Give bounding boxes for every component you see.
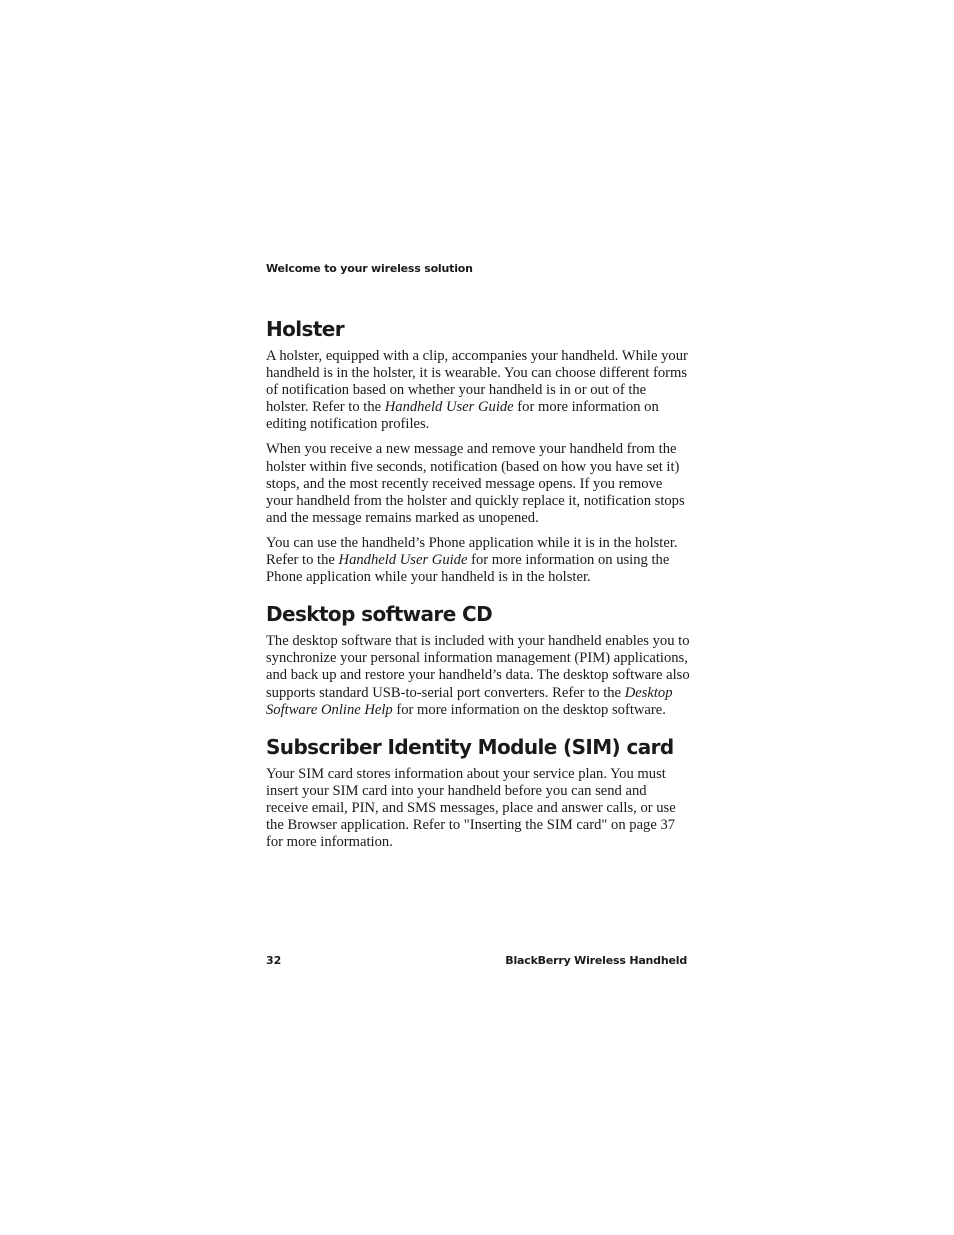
paragraph: When you receive a new message and remove your handheld from the holster within five seconds, notification (based on how you have set it) stops, and the most recently received message opens. If you remove your handheld from the holster and quickly replace it, notification stops and the message remains marked as unopened. bbox=[266, 441, 685, 526]
book-reference: Handheld User Guide bbox=[384, 399, 514, 416]
page-number: 32 bbox=[266, 954, 282, 967]
running-header: Welcome to your wireless solution bbox=[266, 262, 473, 275]
book-reference: Handheld User Guide bbox=[338, 552, 468, 569]
paragraph: Your SIM card stores information about your service plan. You must insert your SIM card into your handheld before you can send and receive email, PIN, and SMS messages, place and answer calls, or use the Browser application. Refer to "Inserting the SIM card" on page 37 for more information. bbox=[266, 765, 676, 851]
section-holster bbox=[266, 316, 691, 586]
page-content bbox=[266, 316, 691, 859]
paragraph: A holster, equipped with a clip, accompanies your handheld. While your handheld is in the holster, it is wearable. You can choose different forms of notification based on whether your handheld is in or out of the holster. Refer to the Handheld User Guide for more information on editing notification profiles. bbox=[266, 348, 688, 433]
section-heading-sim-card: Subscriber Identity Module (SIM) card bbox=[266, 734, 674, 759]
book-reference: Desktop Software Online Help bbox=[266, 684, 673, 718]
paragraph: The desktop software that is included with your handheld enables you to synchronize your personal information management (PIM) applications, and back up and restore your handheld’s data. The desktop software also supports standard USB-to-serial port converters. Refer to the Desktop Software Online Help for more information on the desktop software. bbox=[266, 633, 690, 718]
section-heading-desktop-software-cd: Desktop software CD bbox=[266, 602, 493, 627]
footer-book-title: BlackBerry Wireless Handheld bbox=[505, 954, 687, 967]
section-sim-card bbox=[266, 734, 691, 851]
paragraph: You can use the handheld’s Phone application while it is in the holster. Refer to the Handheld User Guide for more information on using the Phone application while your handheld is in the holster. bbox=[266, 534, 678, 586]
section-desktop-software-cd bbox=[266, 601, 691, 718]
section-heading-holster: Holster bbox=[266, 317, 345, 341]
